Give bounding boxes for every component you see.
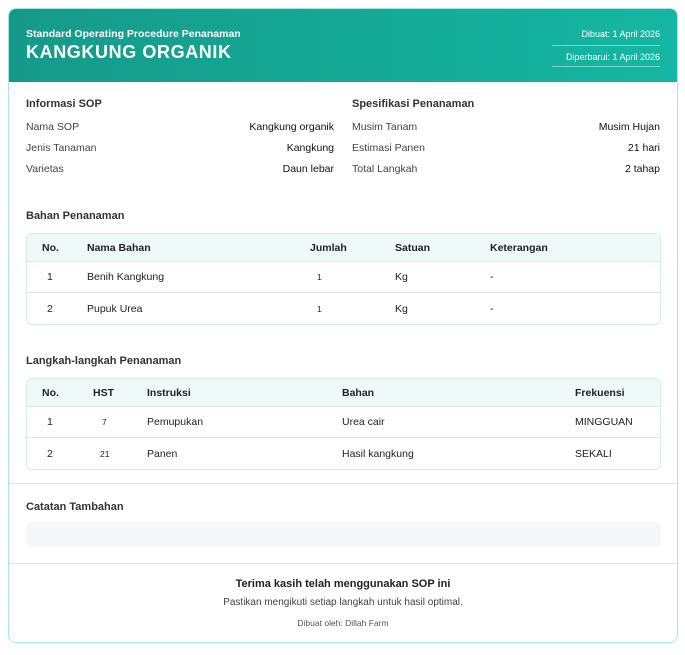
cell-no: 2 (47, 447, 53, 460)
cell-hst: 21 (100, 448, 110, 459)
notes-title: Catatan Tambahan (26, 501, 124, 513)
spec-value: 21 hari (627, 142, 660, 154)
col-hst: HST (93, 386, 114, 399)
document-footer (9, 564, 677, 628)
info-row (26, 142, 334, 163)
cell-frequency: MINGGUAN (575, 416, 633, 428)
table-row (27, 262, 660, 293)
col-frequency: Frekuensi (575, 386, 625, 399)
cell-material: Hasil kangkung (342, 447, 414, 460)
sop-info-title: Informasi SOP (26, 98, 102, 110)
col-desc: Keterangan (490, 241, 548, 254)
cell-frequency: SEKALI (575, 447, 612, 460)
spec-label: Musim Tanam (352, 121, 418, 133)
table-row (27, 407, 660, 438)
created-date: Dibuat: 1 April 2026 (552, 25, 660, 46)
spec-value: 2 tahap (624, 163, 660, 175)
steps-table (26, 378, 661, 470)
spec-label: Total Langkah (352, 163, 418, 175)
info-row (26, 121, 334, 142)
footer-note: Pastikan mengikuti setiap langkah untuk hasil optimal. (223, 597, 463, 608)
spec-panel (352, 98, 660, 184)
materials-table (26, 233, 661, 325)
spec-row (352, 121, 660, 142)
spec-row (352, 163, 660, 184)
info-value: Daun lebar (282, 163, 334, 175)
sop-document (8, 8, 678, 643)
col-instruction: Instruksi (147, 386, 191, 399)
updated-date: Diperbarui: 1 April 2026 (552, 46, 660, 67)
info-value: Kangkung organik (249, 121, 334, 133)
cell-no: 2 (47, 302, 53, 315)
cell-material: Urea cair (342, 416, 385, 428)
steps-title: Langkah-langkah Penanaman (26, 355, 182, 367)
info-row (26, 163, 334, 184)
sop-info-panel (26, 98, 334, 184)
info-label: Nama SOP (26, 121, 80, 133)
cell-unit: Kg (395, 302, 408, 315)
table-row (27, 293, 660, 324)
materials-title: Bahan Penanaman (26, 210, 125, 222)
spec-title: Spesifikasi Penanaman (352, 98, 475, 110)
cell-desc: - (490, 271, 494, 283)
cell-qty: 1 (317, 272, 322, 282)
cell-name: Pupuk Urea (87, 302, 143, 315)
cell-qty: 1 (317, 303, 322, 314)
info-label: Jenis Tanaman (26, 142, 97, 154)
col-no: No. (42, 386, 59, 399)
cell-unit: Kg (395, 271, 408, 283)
spec-value: Musim Hujan (598, 121, 660, 133)
cell-no: 1 (47, 271, 53, 283)
footer-thanks: Terima kasih telah menggunakan SOP ini (235, 578, 451, 590)
table-header (27, 234, 660, 262)
spec-row (352, 142, 660, 163)
document-title: KANGKUNG ORGANIK (26, 42, 232, 62)
col-unit: Satuan (395, 241, 431, 254)
cell-instruction: Pemupukan (147, 416, 204, 428)
document-header (9, 9, 677, 82)
document-dates (552, 25, 660, 67)
col-no: No. (42, 241, 59, 254)
document-subtitle: Standard Operating Procedure Penanaman (26, 28, 241, 40)
info-label: Varietas (26, 163, 64, 175)
cell-desc: - (490, 302, 494, 315)
table-header (27, 379, 660, 407)
col-qty: Jumlah (310, 241, 347, 254)
cell-name: Benih Kangkung (87, 271, 165, 283)
table-row (27, 438, 660, 469)
spec-label: Estimasi Panen (352, 142, 425, 154)
footer-author: Dibuat oleh: Dillah Farm (297, 618, 389, 628)
cell-instruction: Panen (147, 447, 178, 460)
cell-hst: 7 (102, 417, 107, 427)
col-material: Bahan (342, 386, 375, 399)
section-divider (9, 483, 677, 484)
notes-box (26, 522, 661, 547)
col-name: Nama Bahan (87, 241, 151, 254)
info-value: Kangkung (286, 142, 334, 154)
cell-no: 1 (47, 416, 53, 428)
